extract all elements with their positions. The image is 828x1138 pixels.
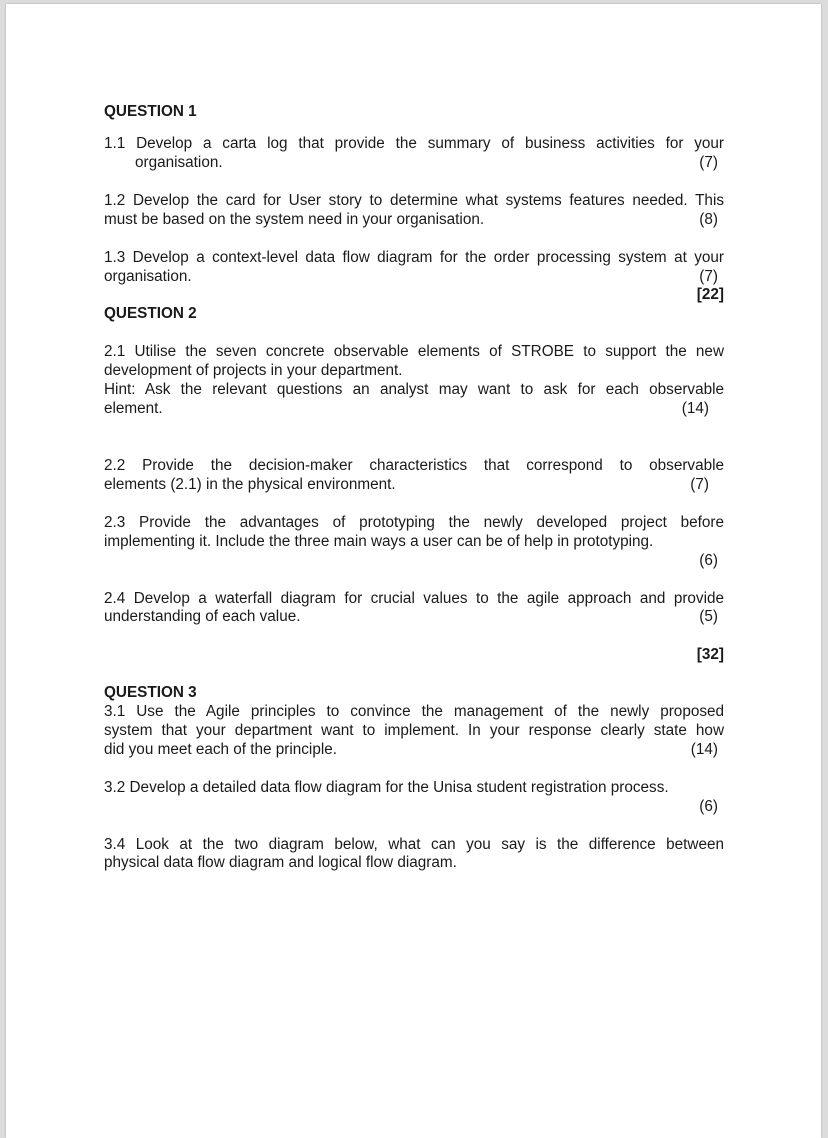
question-1-1-text-line2: organisation. xyxy=(135,154,223,171)
question-3-1-text-line1: 3.1 Use the Agile principles to convince the management of the newly proposed xyxy=(104,703,724,720)
question-2-1-hint-line1: Hint: Ask the relevant questions an analyst may want to ask for each observable xyxy=(104,381,724,398)
question-2-1-marks: (14) xyxy=(681,400,709,417)
question-1-1-marks: (7) xyxy=(699,154,718,171)
question-1-heading: QUESTION 1 xyxy=(104,103,197,120)
question-1-2-text-line2: must be based on the system need in your organisation. xyxy=(104,211,485,228)
question-3-1-text-line2: system that your department want to implement. In your response clearly state how xyxy=(104,722,724,739)
question-3-4-text-line2: physical data flow diagram and logical flow diagram. xyxy=(104,854,457,871)
question-1-3-text-line2: organisation. xyxy=(104,268,192,285)
question-2-heading: QUESTION 2 xyxy=(104,305,197,322)
question-1-3-text-line1: 1.3 Develop a context-level data flow diagram for the order processing system at your xyxy=(104,249,724,266)
question-2-1-hint-line2: element. xyxy=(104,400,163,417)
document-page xyxy=(6,4,821,1138)
question-3-2-text-line1: 3.2 Develop a detailed data flow diagram for the Unisa student registration process. xyxy=(104,779,669,796)
question-3-2-marks: (6) xyxy=(699,798,718,815)
question-3-4-text-line1: 3.4 Look at the two diagram below, what can you say is the difference between xyxy=(104,836,724,853)
question-2-total: [32] xyxy=(696,646,724,663)
question-1-1-text-line1: 1.1 Develop a carta log that provide the summary of business activities for your xyxy=(104,135,724,152)
question-2-1-text-line2: development of projects in your department. xyxy=(104,362,403,379)
question-3-heading: QUESTION 3 xyxy=(104,684,197,701)
question-2-2-text-line1: 2.2 Provide the decision-maker characteristics that correspond to observable xyxy=(104,457,724,474)
question-1-total: [22] xyxy=(696,286,724,303)
question-1-3-marks: (7) xyxy=(699,268,718,285)
question-2-1-text-line1: 2.1 Utilise the seven concrete observable elements of STROBE to support the new xyxy=(104,343,724,360)
question-2-4-text-line2: understanding of each value. xyxy=(104,608,301,625)
question-1-2-marks: (8) xyxy=(699,211,718,228)
question-3-1-marks: (14) xyxy=(690,741,718,758)
question-2-3-text-line1: 2.3 Provide the advantages of prototyping the newly developed project before xyxy=(104,514,724,531)
question-2-2-text-line2: elements (2.1) in the physical environment. xyxy=(104,476,396,493)
question-1-2-text-line1: 1.2 Develop the card for User story to determine what systems features needed. This xyxy=(104,192,724,209)
question-2-4-marks: (5) xyxy=(699,608,718,625)
question-2-4-text-line1: 2.4 Develop a waterfall diagram for crucial values to the agile approach and provide xyxy=(104,590,724,607)
question-3-1-text-line3: did you meet each of the principle. xyxy=(104,741,337,758)
question-2-3-marks: (6) xyxy=(699,552,718,569)
question-2-2-marks: (7) xyxy=(690,476,709,493)
question-2-3-text-line2: implementing it. Include the three main ways a user can be of help in prototyping. xyxy=(104,533,654,550)
